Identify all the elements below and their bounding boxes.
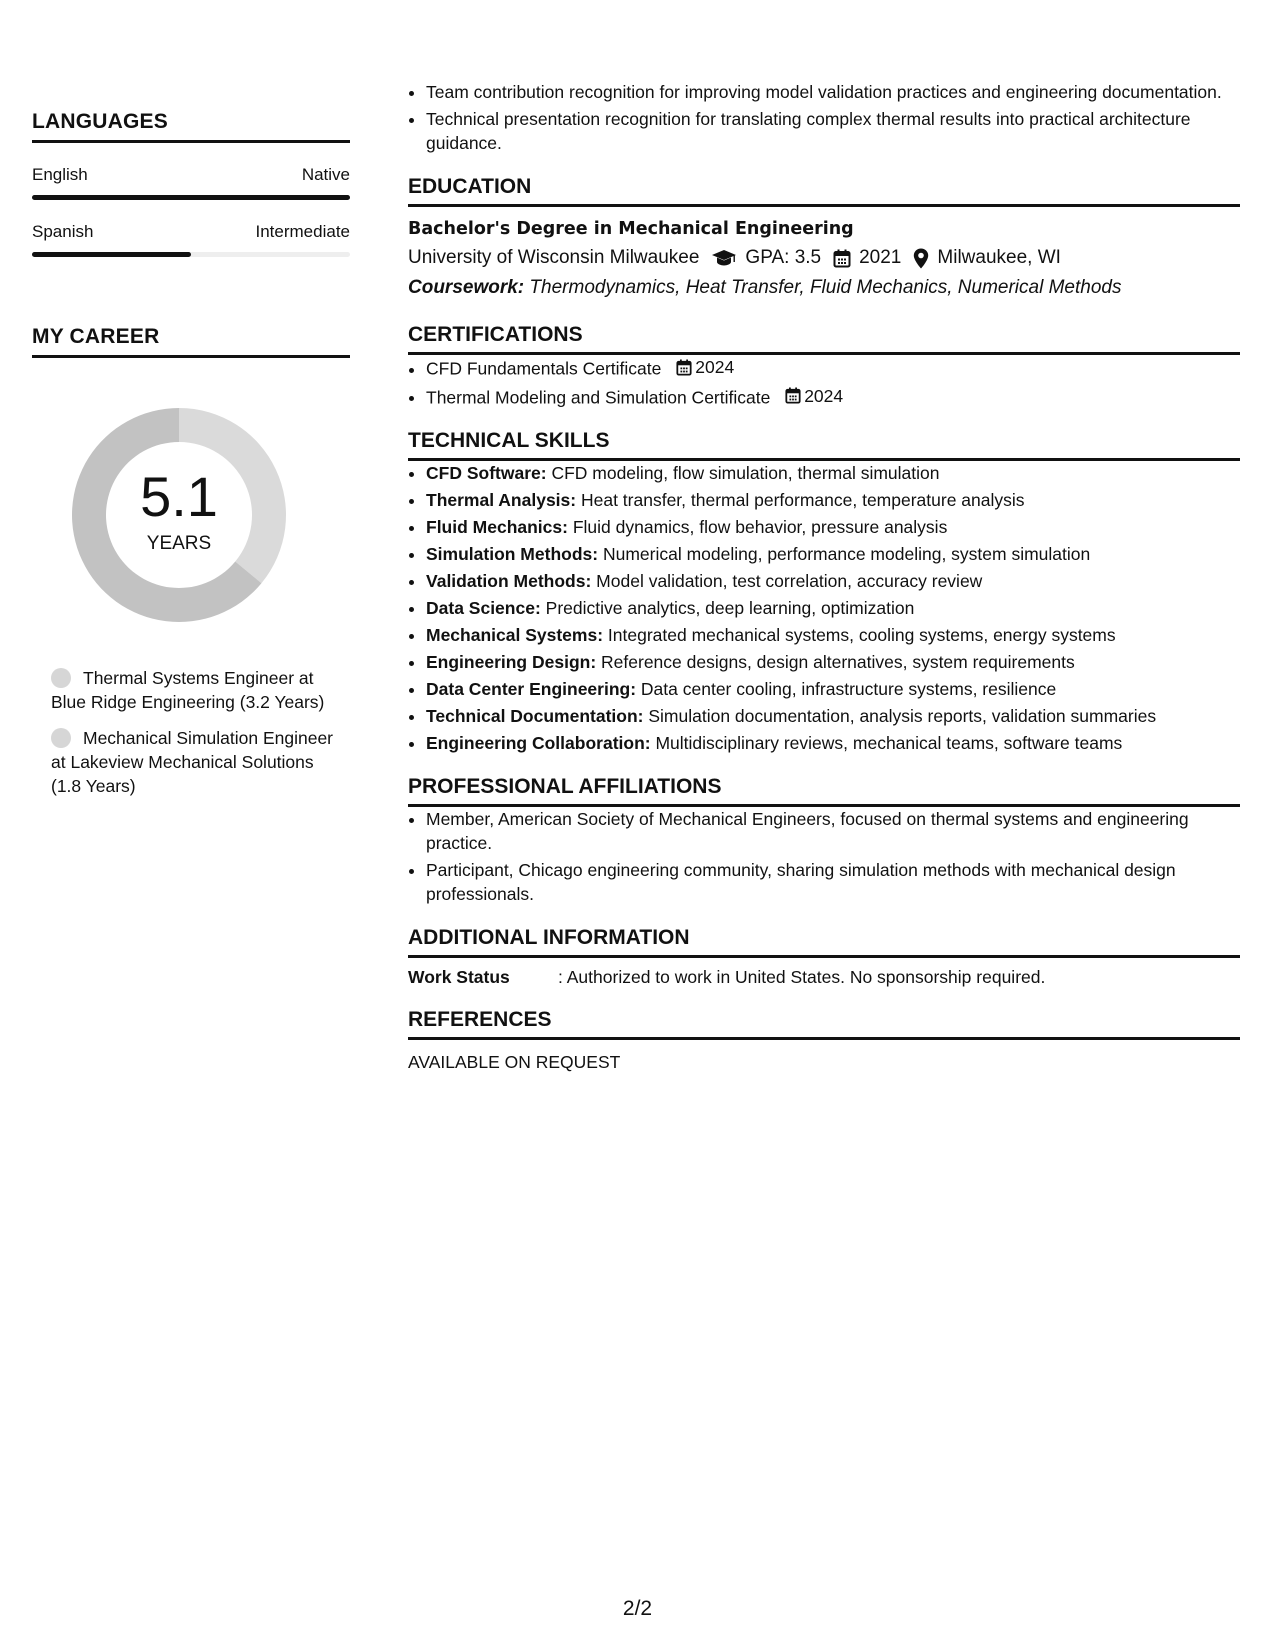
skill-item (426, 515, 1240, 539)
additional-information-section (408, 926, 1240, 988)
career-role-label: Thermal Systems Engineer at Blue Ridge Engineering (3.2 Years) (51, 668, 325, 712)
affiliations-list (408, 807, 1240, 906)
skill-value: Predictive analytics, deep learning, optimization (545, 598, 915, 618)
skill-value: Multidisciplinary reviews, mechanical teams, software teams (655, 733, 1123, 753)
skill-value: CFD modeling, flow simulation, thermal simulation (551, 463, 940, 483)
map-pin-icon (913, 248, 929, 269)
work-status-label: Work Status (408, 967, 510, 987)
education-gpa: GPA: 3.5 (745, 247, 822, 268)
language-level: Intermediate (255, 222, 350, 241)
education-details (408, 247, 1240, 269)
skill-item (426, 569, 1240, 593)
references-section (408, 1008, 1240, 1073)
calendar-icon (676, 359, 692, 376)
education-school: University of Wisconsin Milwaukee (408, 247, 700, 268)
career-legend (32, 666, 336, 798)
education-degree: Bachelor's Degree in Mechanical Engineering (408, 219, 854, 239)
affiliation-item: • Participant, Chicago engineering community, sharing simulation methods with mechanical design professionals. (426, 858, 1240, 906)
education-section (408, 175, 1240, 299)
affiliations-section (408, 775, 1240, 906)
education-year: 2021 (859, 247, 902, 268)
skill-item (426, 704, 1240, 728)
language-item (32, 165, 350, 200)
education-title: EDUCATION (408, 175, 1240, 207)
references-title: REFERENCES (408, 1008, 1240, 1040)
skill-label: Simulation Methods: (426, 544, 599, 564)
language-level-fill (32, 252, 191, 257)
award-item: • Team contribution recognition for improving model validation practices and engineering documentation. (426, 80, 1240, 104)
skill-item (426, 488, 1240, 512)
career-donut-chart (64, 400, 294, 630)
affiliation-item: • Member, American Society of Mechanical Engineers, focused on thermal systems and engineering practice. (426, 807, 1240, 855)
technical-skills-section (408, 429, 1240, 755)
references-text: AVAILABLE ON REQUEST (408, 1052, 621, 1072)
additional-information-title: ADDITIONAL INFORMATION (408, 926, 1240, 958)
skill-value: Data center cooling, infrastructure systems, resilience (640, 679, 1057, 699)
skill-value: Heat transfer, thermal performance, temperature analysis (580, 490, 1025, 510)
calendar-icon (785, 387, 801, 404)
skill-item (426, 596, 1240, 620)
education-coursework (408, 277, 1240, 299)
language-level-bar (32, 252, 350, 257)
skill-label: Fluid Mechanics: (426, 517, 568, 537)
language-name: Spanish (32, 222, 94, 241)
skill-label: Mechanical Systems: (426, 625, 604, 645)
career-title: MY CAREER (32, 325, 350, 358)
coursework-label: Coursework: (408, 277, 525, 298)
certifications-title: CERTIFICATIONS (408, 323, 1240, 355)
certification-name: CFD Fundamentals Certificate (426, 358, 662, 379)
education-location: Milwaukee, WI (937, 247, 1061, 268)
language-level-bar (32, 195, 350, 200)
skill-item (426, 542, 1240, 566)
certification-name: Thermal Modeling and Simulation Certificate (426, 387, 771, 407)
skill-item (426, 650, 1240, 674)
left-column (32, 110, 350, 810)
page-number: 2/2 (622, 1597, 653, 1620)
certifications-section (408, 323, 1240, 409)
languages-title: LANGUAGES (32, 110, 350, 143)
certifications-list (408, 355, 1240, 409)
award-item: • Technical presentation recognition for translating complex thermal results into practical architecture guidance. (426, 107, 1240, 155)
language-item (32, 222, 350, 257)
career-legend-item (51, 666, 336, 714)
skill-value: Reference designs, design alternatives, system requirements (601, 652, 1075, 672)
skill-item (426, 461, 1240, 485)
work-status-row (408, 967, 1240, 988)
legend-dot-icon (51, 728, 71, 748)
language-level: Native (301, 165, 350, 184)
language-level-fill (32, 195, 350, 200)
skill-item (426, 677, 1240, 701)
certification-year: 2024 (695, 357, 735, 377)
skill-value: Model validation, test correlation, accuracy review (596, 571, 983, 591)
career-total-unit: YEARS (146, 533, 212, 554)
certification-item (426, 384, 1240, 410)
career-role-label: Mechanical Simulation Engineer at Lakeview Mechanical Solutions (1.8 Years) (51, 728, 333, 796)
legend-dot-icon (51, 668, 71, 688)
career-total-value: 5.1 (140, 465, 218, 528)
work-status-value: : Authorized to work in United States. No sponsorship required. (558, 967, 1046, 987)
skill-label: Thermal Analysis: (426, 490, 577, 510)
language-name: English (32, 165, 88, 184)
certification-item (426, 355, 1240, 381)
calendar-icon (833, 249, 851, 268)
skill-label: Engineering Design: (426, 652, 597, 672)
skill-value: Simulation documentation, analysis reports, validation summaries (648, 706, 1157, 726)
skill-value: Integrated mechanical systems, cooling systems, energy systems (607, 625, 1116, 645)
skill-label: CFD Software: (426, 463, 547, 483)
coursework-text: Thermodynamics, Heat Transfer, Fluid Mechanics, Numerical Methods (529, 277, 1122, 298)
skill-value: Numerical modeling, performance modeling, system simulation (602, 544, 1091, 564)
skill-item (426, 731, 1240, 755)
skill-item (426, 623, 1240, 647)
skill-label: Data Center Engineering: (426, 679, 637, 699)
technical-skills-list (408, 461, 1240, 755)
skill-value: Fluid dynamics, flow behavior, pressure analysis (572, 517, 948, 537)
graduation-cap-icon (711, 249, 737, 267)
skill-label: Engineering Collaboration: (426, 733, 651, 753)
skill-label: Validation Methods: (426, 571, 592, 591)
skill-label: Data Science: (426, 598, 541, 618)
certification-year: 2024 (804, 385, 844, 406)
right-column (408, 80, 1240, 1073)
technical-skills-title: TECHNICAL SKILLS (408, 429, 1240, 461)
awards-list (408, 80, 1240, 155)
affiliations-title: PROFESSIONAL AFFILIATIONS (408, 775, 1240, 807)
skill-label: Technical Documentation: (426, 706, 644, 726)
career-legend-item (51, 726, 336, 798)
